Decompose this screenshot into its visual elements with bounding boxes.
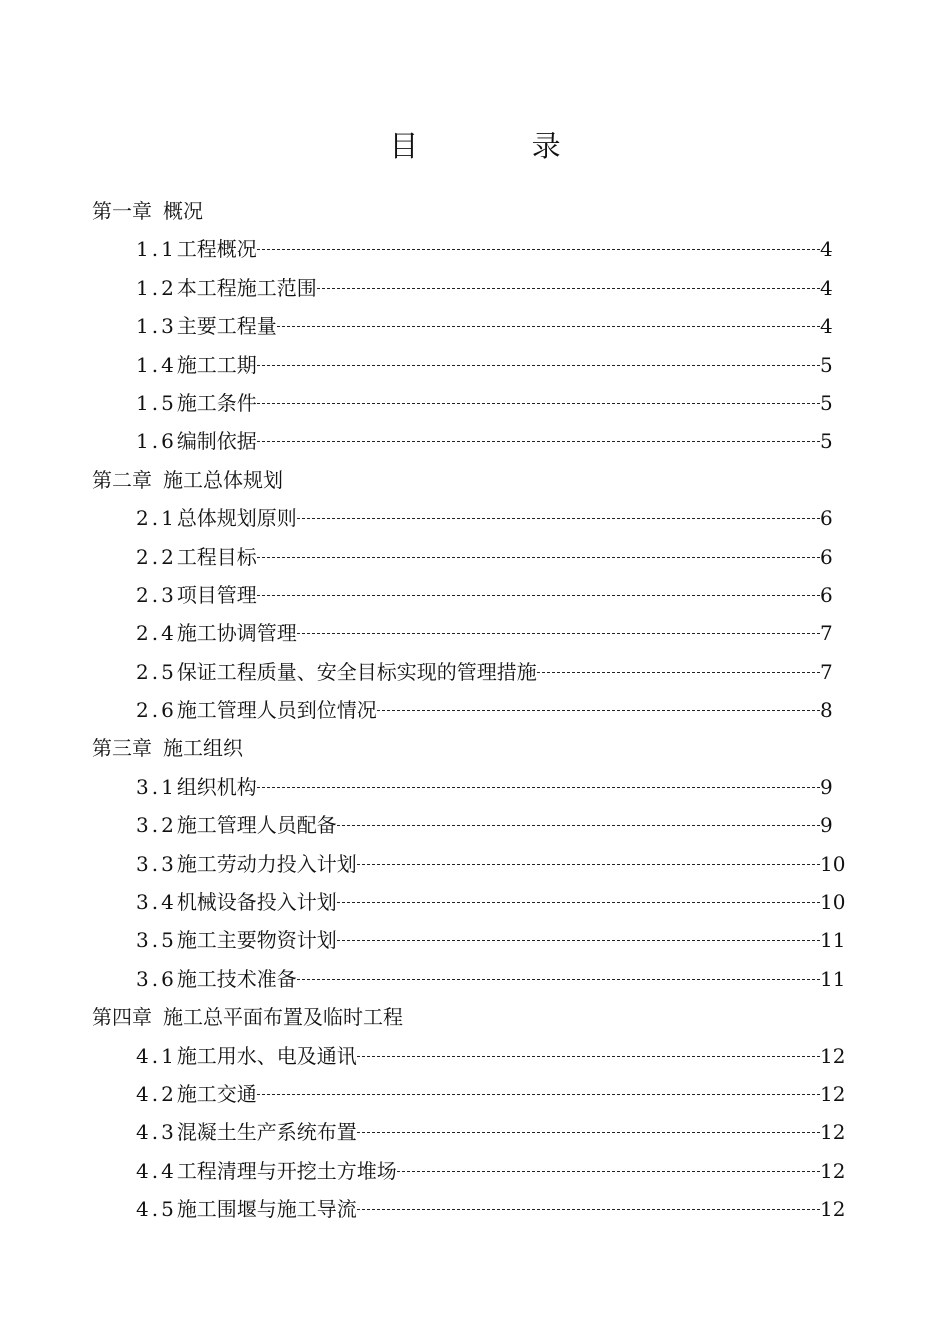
toc-entry[interactable] xyxy=(136,845,844,883)
toc-entry[interactable] xyxy=(136,499,844,537)
section-title: 施工技术准备 xyxy=(176,966,297,991)
dotted-leader xyxy=(357,1056,820,1057)
section-title: 项目管理 xyxy=(176,582,257,607)
toc-entry[interactable] xyxy=(136,384,844,422)
page-number: 8 xyxy=(820,698,833,723)
toc-entry[interactable] xyxy=(136,806,844,844)
dotted-leader xyxy=(277,326,820,327)
page-number: 12 xyxy=(820,1197,846,1222)
dotted-leader xyxy=(257,365,820,366)
section-number: 3.4 xyxy=(136,890,177,915)
section-number: 4.5 xyxy=(136,1197,177,1222)
toc-entry[interactable] xyxy=(136,576,844,614)
section-number: 2.2 xyxy=(136,544,177,569)
section-title: 施工工期 xyxy=(176,352,257,377)
page-number: 12 xyxy=(820,1043,846,1068)
section-number: 2.3 xyxy=(136,582,177,607)
toc-chapter-heading[interactable] xyxy=(0,192,950,230)
page-number: 4 xyxy=(820,275,833,300)
page-number: 7 xyxy=(820,659,833,684)
dotted-leader xyxy=(337,940,820,941)
dotted-leader xyxy=(257,1094,820,1095)
table-of-contents xyxy=(0,192,950,1229)
toc-entry[interactable] xyxy=(136,768,844,806)
toc-entry[interactable] xyxy=(136,883,844,921)
dotted-leader xyxy=(357,1209,820,1210)
section-title: 总体规划原则 xyxy=(176,506,297,531)
dotted-leader xyxy=(297,518,820,519)
dotted-leader xyxy=(357,864,820,865)
section-number: 4.3 xyxy=(136,1120,177,1145)
toc-entry[interactable] xyxy=(136,691,844,729)
section-title: 组织机构 xyxy=(176,774,257,799)
toc-entry[interactable] xyxy=(136,1190,844,1228)
section-title: 施工协调管理 xyxy=(176,621,297,646)
toc-entry[interactable] xyxy=(136,1037,844,1075)
section-number: 1.2 xyxy=(136,275,177,300)
section-number: 2.5 xyxy=(136,659,177,684)
toc-entry[interactable] xyxy=(136,269,844,307)
dotted-leader xyxy=(397,1171,820,1172)
chapter-title: 施工总体规划 xyxy=(163,467,283,492)
page-number: 5 xyxy=(820,390,833,415)
chapter-label: 第四章 xyxy=(92,1005,152,1030)
toc-entry[interactable] xyxy=(136,921,844,959)
toc-entry[interactable] xyxy=(136,1152,844,1190)
section-number: 3.2 xyxy=(136,813,177,838)
toc-chapter-heading[interactable] xyxy=(0,461,950,499)
dotted-leader xyxy=(257,557,820,558)
toc-entry[interactable] xyxy=(136,1075,844,1113)
page-number: 12 xyxy=(820,1158,846,1183)
dotted-leader xyxy=(257,249,820,250)
section-title: 编制依据 xyxy=(176,429,257,454)
dotted-leader xyxy=(297,633,820,634)
toc-entry[interactable] xyxy=(136,653,844,691)
section-title: 工程清理与开挖土方堆场 xyxy=(176,1158,397,1183)
chapter-title: 施工组织 xyxy=(163,736,243,761)
dotted-leader xyxy=(337,825,820,826)
section-title: 保证工程质量、安全目标实现的管理措施 xyxy=(176,659,537,684)
section-number: 1.5 xyxy=(136,390,177,415)
page-number: 7 xyxy=(820,621,833,646)
dotted-leader xyxy=(537,672,820,673)
dotted-leader xyxy=(257,787,820,788)
page-number: 9 xyxy=(820,813,833,838)
page-number: 5 xyxy=(820,429,833,454)
page-number: 12 xyxy=(820,1081,846,1106)
section-title: 本工程施工范围 xyxy=(176,275,317,300)
section-title: 施工管理人员配备 xyxy=(176,813,337,838)
section-number: 1.6 xyxy=(136,429,177,454)
dotted-leader xyxy=(257,441,820,442)
dotted-leader xyxy=(337,902,820,903)
toc-entry[interactable] xyxy=(136,1113,844,1151)
page-number: 6 xyxy=(820,582,833,607)
section-number: 4.1 xyxy=(136,1043,177,1068)
toc-entry[interactable] xyxy=(136,346,844,384)
section-title: 主要工程量 xyxy=(176,314,277,339)
chapter-title: 施工总平面布置及临时工程 xyxy=(163,1005,403,1030)
page-number: 10 xyxy=(820,890,846,915)
section-title: 施工主要物资计划 xyxy=(176,928,337,953)
section-number: 4.2 xyxy=(136,1081,177,1106)
dotted-leader xyxy=(377,710,820,711)
page-number: 6 xyxy=(820,506,833,531)
page-number: 12 xyxy=(820,1120,846,1145)
toc-entry[interactable] xyxy=(136,614,844,652)
page-number: 10 xyxy=(820,851,846,876)
section-number: 2.6 xyxy=(136,698,177,723)
page-number: 9 xyxy=(820,774,833,799)
section-title: 施工管理人员到位情况 xyxy=(176,698,377,723)
section-title: 施工交通 xyxy=(176,1081,257,1106)
section-number: 2.4 xyxy=(136,621,177,646)
toc-chapter-heading[interactable] xyxy=(0,729,950,767)
page-number: 5 xyxy=(820,352,833,377)
chapter-label: 第三章 xyxy=(92,736,152,761)
dotted-leader xyxy=(257,595,820,596)
section-number: 3.6 xyxy=(136,966,177,991)
section-number: 3.1 xyxy=(136,774,177,799)
section-title: 施工条件 xyxy=(176,390,257,415)
page-number: 11 xyxy=(820,966,846,991)
toc-entry[interactable] xyxy=(136,422,844,460)
section-title: 工程概况 xyxy=(176,237,257,262)
chapter-label: 第二章 xyxy=(92,467,152,492)
section-number: 3.5 xyxy=(136,928,177,953)
toc-entry[interactable] xyxy=(136,230,844,268)
section-number: 1.3 xyxy=(136,314,177,339)
toc-chapter-heading[interactable] xyxy=(0,998,950,1036)
section-number: 1.4 xyxy=(136,352,177,377)
section-number: 2.1 xyxy=(136,506,177,531)
dotted-leader xyxy=(257,403,820,404)
toc-entry[interactable] xyxy=(136,307,844,345)
toc-entry[interactable] xyxy=(136,960,844,998)
toc-entry[interactable] xyxy=(136,538,844,576)
section-title: 机械设备投入计划 xyxy=(176,890,337,915)
toc-title: 目 录 xyxy=(389,129,613,163)
section-title: 工程目标 xyxy=(176,544,257,569)
section-title: 施工劳动力投入计划 xyxy=(176,851,357,876)
section-title: 施工用水、电及通讯 xyxy=(176,1043,357,1068)
dotted-leader xyxy=(357,1132,820,1133)
section-title: 施工围堰与施工导流 xyxy=(176,1197,357,1222)
chapter-label: 第一章 xyxy=(92,199,152,223)
page-number: 4 xyxy=(820,237,833,262)
section-number: 1.1 xyxy=(136,237,177,262)
page-number: 4 xyxy=(820,314,833,339)
section-number: 3.3 xyxy=(136,851,177,876)
chapter-title: 概况 xyxy=(163,199,203,223)
dotted-leader xyxy=(297,979,820,980)
section-title: 混凝土生产系统布置 xyxy=(176,1120,357,1145)
page-number: 11 xyxy=(820,928,846,953)
dotted-leader xyxy=(317,288,820,289)
section-number: 4.4 xyxy=(136,1158,177,1183)
page-number: 6 xyxy=(820,544,833,569)
